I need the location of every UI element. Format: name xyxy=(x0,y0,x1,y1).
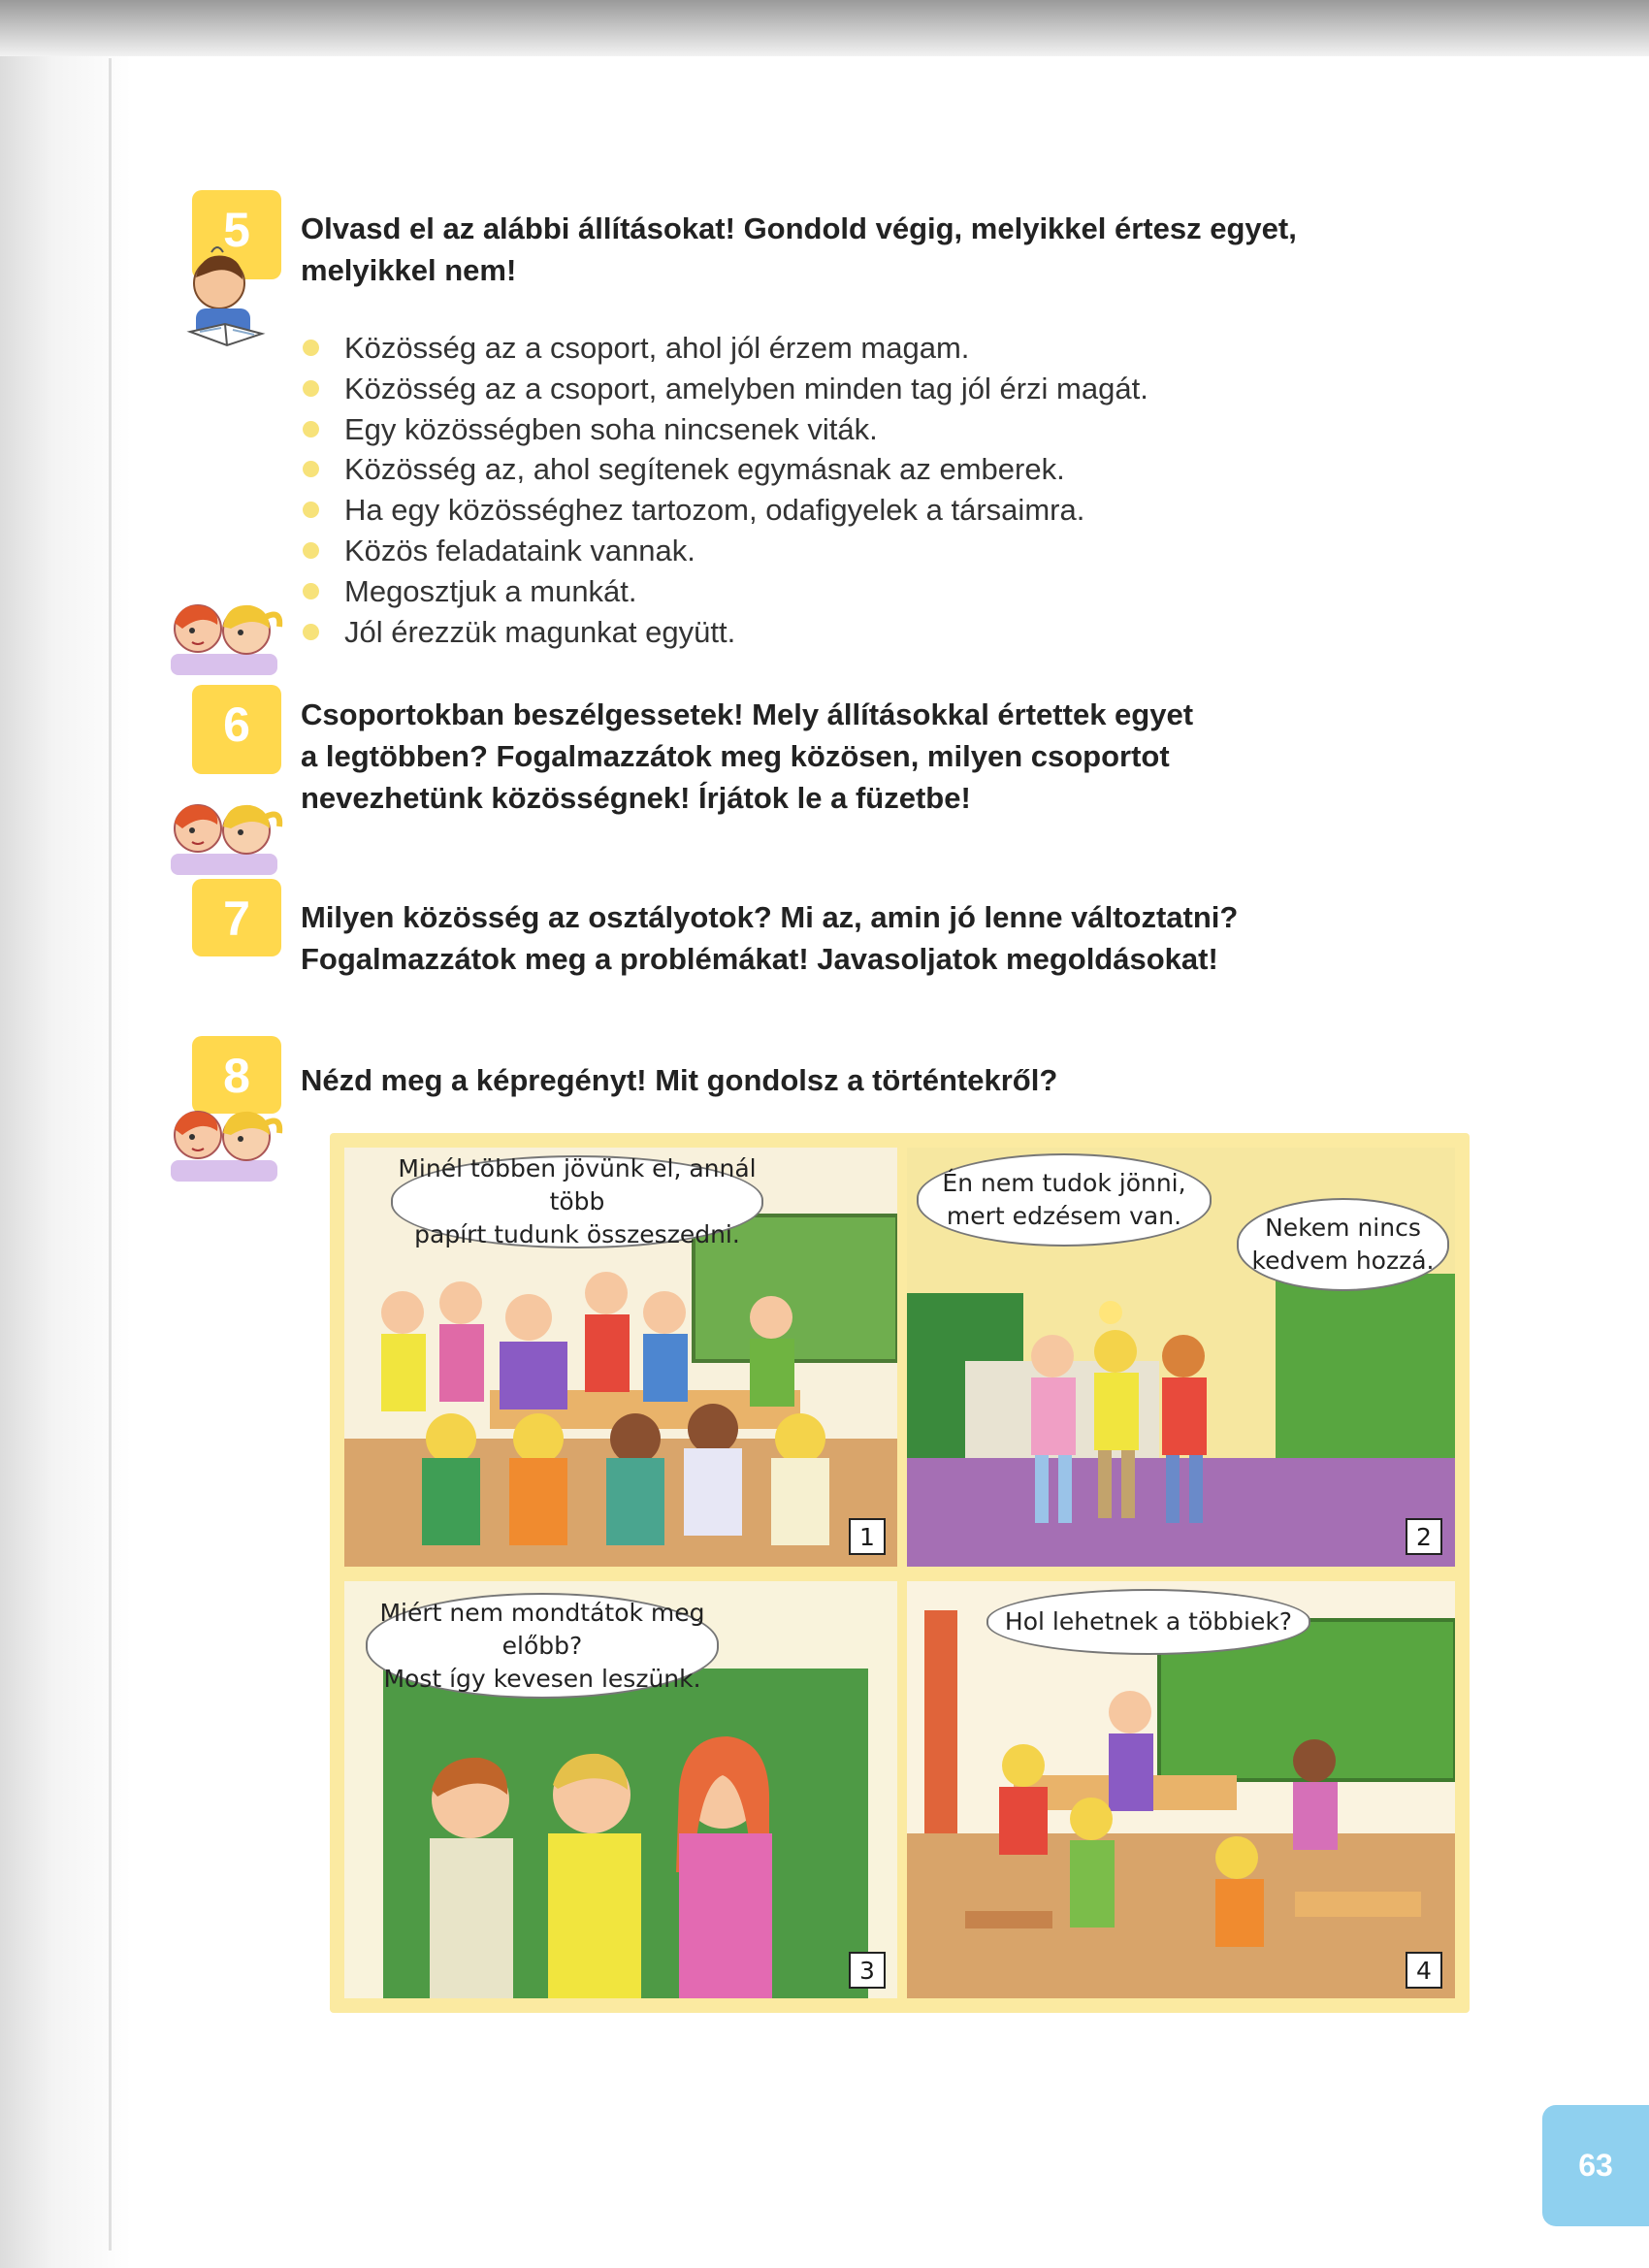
statement-item: Ha egy közösséghez tartozom, odafigyelek a társaimra. xyxy=(301,490,1148,531)
page-number xyxy=(1542,2105,1649,2226)
task-number-8: 8 xyxy=(223,1049,250,1103)
task-5-line-1: Olvasd el az alábbi állításokat! Gondold végig, melyikkel értesz egyet, xyxy=(301,211,1297,245)
pair-of-children-icon xyxy=(153,590,289,679)
speech-text: Minél többen jövünk el, annál több xyxy=(398,1154,757,1215)
task-6-instruction xyxy=(301,694,1193,819)
speech-text: papírt tudunk összeszedni. xyxy=(414,1220,740,1248)
pair-of-children-icon xyxy=(153,1096,289,1185)
speech-bubble xyxy=(366,1593,719,1699)
task-7-line-2: Fogalmazzátok meg a problémákat! Javasoljatok megoldásokat! xyxy=(301,942,1218,976)
reading-child-icon xyxy=(182,243,279,359)
comic-panel-4 xyxy=(907,1581,1455,1998)
panel-number-2: 2 xyxy=(1406,1518,1442,1555)
comic-panel-3 xyxy=(344,1581,897,1998)
statement-item: Közösség az a csoport, amelyben minden tag jól érzi magát. xyxy=(301,369,1148,409)
task-number-5: 5 xyxy=(223,203,250,257)
task-badge-7 xyxy=(192,879,281,956)
task-number-6: 6 xyxy=(223,697,250,752)
task-number-7: 7 xyxy=(223,891,250,946)
task-6-line-3: nevezhetünk közösségnek! Írjátok le a füzetbe! xyxy=(301,781,971,815)
task-6-line-1: Csoportokban beszélgessetek! Mely állításokkal értettek egyet xyxy=(301,697,1194,731)
statement-item: Egy közösségben soha nincsenek viták. xyxy=(301,409,1148,450)
speech-bubble xyxy=(391,1155,763,1248)
panel-number-3: 3 xyxy=(849,1952,886,1989)
statement-item: Közös feladataink vannak. xyxy=(301,531,1148,571)
task-5-instruction xyxy=(301,208,1297,291)
task-8-instruction xyxy=(301,1059,1057,1101)
page-number-text: 63 xyxy=(1578,2148,1613,2183)
comic-panel-1 xyxy=(344,1148,897,1567)
spine-line xyxy=(109,58,112,2251)
speech-text: mert edzésem van. xyxy=(946,1202,1182,1230)
statement-item: Közösség az, ahol segítenek egymásnak az emberek. xyxy=(301,449,1148,490)
panel-number-1: 1 xyxy=(849,1518,886,1555)
speech-text: Miért nem mondtátok meg előbb? xyxy=(379,1598,705,1660)
statement-item: Közösség az a csoport, ahol jól érzem magam. xyxy=(301,328,1148,369)
speech-bubble xyxy=(917,1153,1212,1247)
scan-shadow-top xyxy=(0,0,1649,56)
speech-bubble xyxy=(986,1589,1310,1655)
task-5-line-2: melyikkel nem! xyxy=(301,253,517,287)
comic-panel-2 xyxy=(907,1148,1455,1567)
task-6-line-2: a legtöbben? Fogalmazzátok meg közösen, milyen csoportot xyxy=(301,739,1170,773)
speech-text: Hol lehetnek a többiek? xyxy=(1004,1607,1293,1636)
speech-text: kedvem hozzá. xyxy=(1251,1247,1435,1275)
pair-of-children-icon xyxy=(153,790,289,879)
statement-item: Jól érezzük magunkat együtt. xyxy=(301,612,1148,653)
speech-bubble xyxy=(1237,1198,1449,1291)
task-7-line-1: Milyen közösség az osztályotok? Mi az, amin jó lenne változtatni? xyxy=(301,900,1239,934)
panel-number-4: 4 xyxy=(1406,1952,1442,1989)
statement-item: Megosztjuk a munkát. xyxy=(301,571,1148,612)
speech-text: Nekem nincs xyxy=(1265,1214,1421,1242)
statement-list xyxy=(301,328,1148,652)
task-7-instruction xyxy=(301,896,1238,980)
task-badge-6 xyxy=(192,685,281,774)
task-8-line-1: Nézd meg a képregényt! Mit gondolsz a történtekről? xyxy=(301,1063,1058,1097)
speech-text: Most így kevesen leszünk. xyxy=(383,1664,701,1693)
comic-strip xyxy=(330,1133,1470,2013)
speech-text: Én nem tudok jönni, xyxy=(942,1169,1186,1197)
